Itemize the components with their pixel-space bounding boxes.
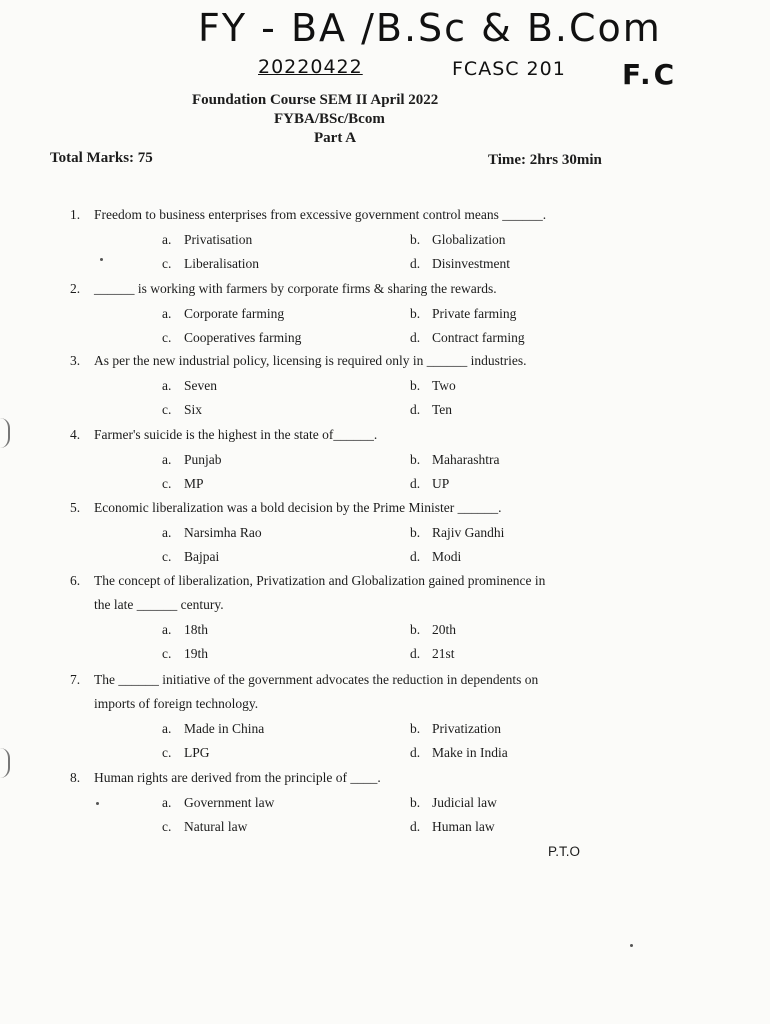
option-letter: a.	[162, 622, 172, 637]
answer-option	[162, 646, 208, 662]
scan-speck	[630, 944, 633, 947]
option-text: Seven	[184, 378, 217, 393]
question-number: 8.	[70, 770, 81, 785]
question-text-continued	[94, 597, 224, 613]
option-letter: b.	[410, 306, 421, 321]
question-text	[70, 573, 545, 589]
punch-hole-mark	[0, 748, 10, 778]
answer-option	[410, 622, 456, 638]
pto-label: P.T.O	[548, 844, 581, 859]
question-text-continued	[94, 696, 258, 712]
answer-option	[410, 330, 525, 346]
question-text	[70, 353, 527, 369]
option-text: Make in India	[432, 745, 508, 760]
scan-speck	[100, 258, 103, 261]
option-text: 18th	[184, 622, 209, 637]
option-letter: c.	[162, 819, 172, 834]
handwritten-course-code: FCASC 201	[452, 58, 566, 80]
answer-option	[410, 306, 516, 322]
question-text	[70, 207, 546, 223]
answer-option	[162, 232, 252, 248]
answer-option	[410, 378, 456, 394]
option-text: Narsimha Rao	[184, 525, 262, 540]
answer-option	[410, 402, 452, 418]
option-letter: c.	[162, 330, 172, 345]
answer-option	[162, 549, 219, 565]
question-number: 3.	[70, 353, 81, 368]
option-text: 19th	[184, 646, 209, 661]
question-text	[70, 500, 502, 516]
option-text: Government law	[184, 795, 275, 810]
question-number: 6.	[70, 573, 81, 588]
option-text: Made in China	[184, 721, 265, 736]
option-letter: b.	[410, 795, 421, 810]
punch-hole-mark	[0, 418, 10, 448]
question-line: Farmer's suicide is the highest in the state of______.	[94, 427, 378, 442]
exam-class: FYBA/BSc/Bcom	[274, 111, 385, 127]
option-letter: b.	[410, 232, 421, 247]
answer-option	[410, 745, 508, 761]
option-letter: c.	[162, 256, 172, 271]
option-letter: b.	[410, 525, 421, 540]
question-number: 4.	[70, 427, 81, 442]
option-letter: c.	[162, 745, 172, 760]
answer-option	[410, 232, 505, 248]
option-letter: a.	[162, 525, 172, 540]
answer-option	[162, 330, 301, 346]
option-text: Liberalisation	[184, 256, 259, 271]
exam-part: Part A	[314, 130, 357, 146]
answer-option	[410, 525, 504, 541]
option-letter: d.	[410, 402, 421, 417]
question-line: imports of foreign technology.	[94, 696, 259, 711]
answer-option	[162, 525, 262, 541]
option-letter: b.	[410, 721, 421, 736]
scan-speck	[96, 802, 99, 805]
question-line: ______ is working with farmers by corporate firms & sharing the rewards.	[94, 281, 497, 296]
question-number: 7.	[70, 672, 81, 687]
question-number: 5.	[70, 500, 81, 515]
answer-option	[162, 256, 259, 272]
answer-option	[162, 745, 210, 761]
option-text: Globalization	[432, 232, 506, 247]
option-text: Punjab	[184, 452, 222, 467]
option-text: Human law	[432, 819, 495, 834]
option-letter: c.	[162, 549, 172, 564]
option-text: Two	[432, 378, 456, 393]
answer-option	[410, 721, 501, 737]
answer-option	[162, 721, 264, 737]
option-text: 20th	[432, 622, 457, 637]
answer-option	[162, 622, 208, 638]
question-line: Freedom to business enterprises from excessive government control means ______.	[94, 207, 547, 222]
answer-option	[410, 549, 461, 565]
option-text: Contract farming	[432, 330, 525, 345]
question-line: Economic liberalization was a bold decision by the Prime Minister ______.	[94, 500, 502, 515]
question-text	[70, 770, 381, 786]
option-text: Rajiv Gandhi	[432, 525, 505, 540]
option-text: Natural law	[184, 819, 248, 834]
question-line: Human rights are derived from the principle of ____.	[94, 770, 381, 785]
option-letter: c.	[162, 476, 172, 491]
option-text: Privatisation	[184, 232, 253, 247]
answer-option	[410, 795, 497, 811]
question-line: The ______ initiative of the government advocates the reduction in dependents on	[94, 672, 539, 687]
option-text: Six	[184, 402, 203, 417]
option-text: Modi	[432, 549, 462, 564]
option-letter: d.	[410, 819, 421, 834]
exam-time: Time: 2hrs 30min	[488, 152, 602, 168]
option-letter: b.	[410, 452, 421, 467]
option-text: Private farming	[432, 306, 517, 321]
question-text	[70, 427, 377, 443]
handwritten-title: FY - BA /B.Sc & B.Com	[198, 6, 662, 50]
option-letter: d.	[410, 256, 421, 271]
question-number: 2.	[70, 281, 81, 296]
answer-option	[162, 402, 202, 418]
answer-option	[162, 306, 284, 322]
option-letter: a.	[162, 795, 172, 810]
option-text: Disinvestment	[432, 256, 510, 271]
option-letter: b.	[410, 378, 421, 393]
answer-option	[162, 378, 217, 394]
option-text: Ten	[432, 402, 453, 417]
question-line: As per the new industrial policy, licensing is required only in ______ industries.	[94, 353, 527, 368]
answer-option	[162, 795, 274, 811]
option-text: Judicial law	[432, 795, 497, 810]
answer-option	[410, 256, 510, 272]
handwritten-tag: F.C	[622, 58, 678, 91]
option-letter: d.	[410, 476, 421, 491]
option-text: MP	[184, 476, 204, 491]
option-text: LPG	[184, 745, 210, 760]
option-letter: a.	[162, 452, 172, 467]
option-text: Privatization	[432, 721, 501, 736]
option-letter: a.	[162, 306, 172, 321]
option-letter: c.	[162, 646, 172, 661]
answer-option	[162, 452, 222, 468]
option-letter: d.	[410, 549, 421, 564]
exam-title: Foundation Course SEM II April 2022	[192, 92, 439, 108]
option-letter: a.	[162, 721, 172, 736]
option-letter: b.	[410, 622, 421, 637]
option-text: Cooperatives farming	[184, 330, 302, 345]
answer-option	[162, 819, 247, 835]
question-line: The concept of liberalization, Privatization and Globalization gained prominence in	[94, 573, 546, 588]
option-text: Maharashtra	[432, 452, 500, 467]
option-letter: a.	[162, 378, 172, 393]
option-letter: c.	[162, 402, 172, 417]
option-text: Bajpai	[184, 549, 220, 564]
answer-option	[410, 646, 455, 662]
question-text	[70, 281, 497, 297]
option-letter: a.	[162, 232, 172, 247]
question-text	[70, 672, 538, 688]
total-marks: Total Marks: 75	[50, 150, 153, 166]
handwritten-date: 20220422	[258, 56, 363, 78]
option-letter: d.	[410, 330, 421, 345]
answer-option	[162, 476, 204, 492]
answer-option	[410, 819, 495, 835]
option-letter: d.	[410, 745, 421, 760]
option-text: 21st	[432, 646, 455, 661]
question-line: the late ______ century.	[94, 597, 224, 612]
question-number: 1.	[70, 207, 81, 222]
option-text: Corporate farming	[184, 306, 285, 321]
answer-option	[410, 476, 449, 492]
answer-option	[410, 452, 499, 468]
option-letter: d.	[410, 646, 421, 661]
option-text: UP	[432, 476, 450, 491]
